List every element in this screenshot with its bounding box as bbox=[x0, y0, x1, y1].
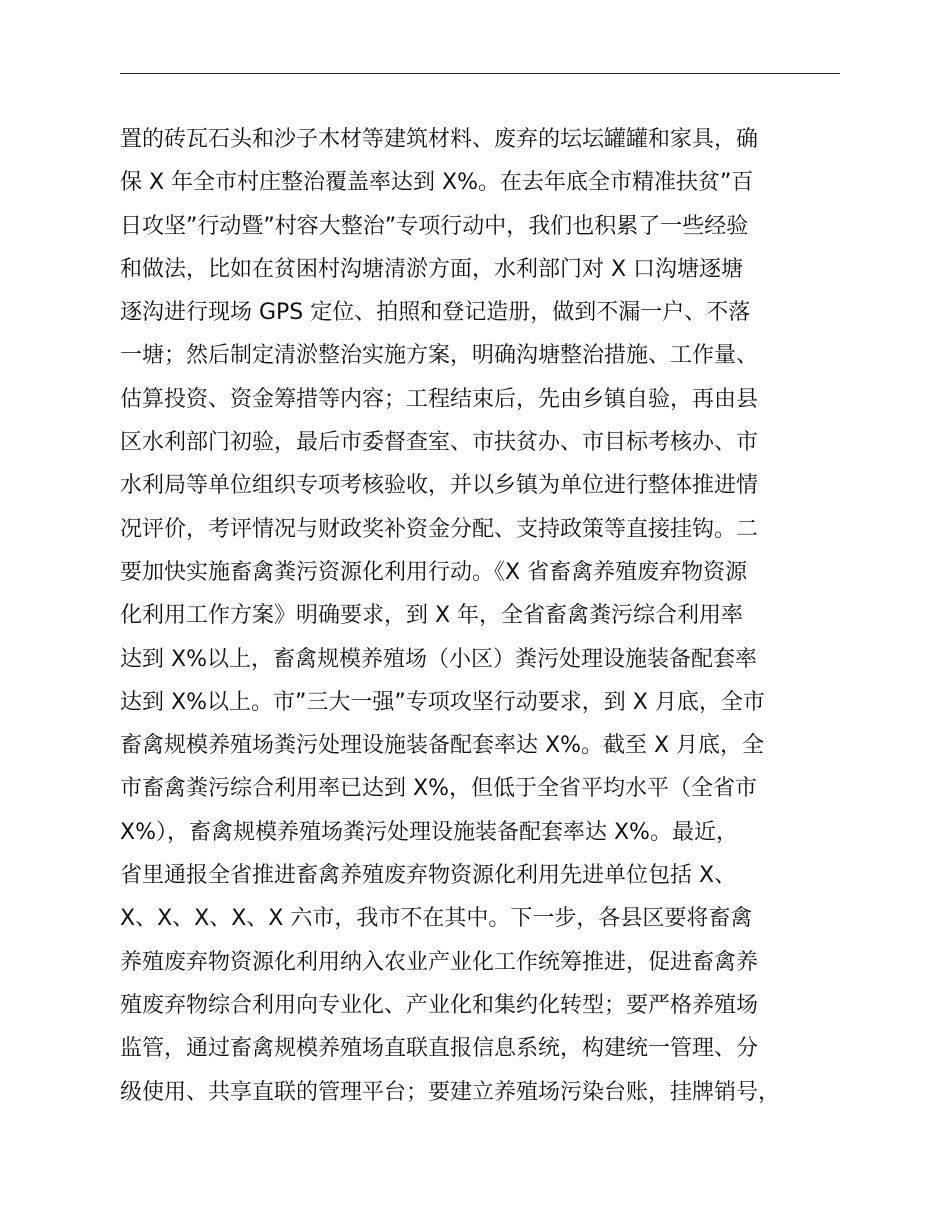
text-line: 保 X 年全市村庄整治覆盖率达到 X%。在去年底全市精准扶贫”百 bbox=[120, 170, 754, 196]
text-line: 日攻坚”行动暨”村容大整治”专项行动中，我们也积累了一些经验 bbox=[120, 213, 749, 239]
text-line: 区水利部门初验，最后市委督查室、市扶贫办、市目标考核办、市 bbox=[120, 430, 759, 456]
text-line: 级使用、共享直联的管理平台；要建立养殖场污染台账，挂牌销号， bbox=[120, 1079, 781, 1105]
text-line: 畜禽规模养殖场粪污处理设施装备配套率达 X%。截至 X 月底，全 bbox=[120, 733, 765, 759]
text-line: 达到 X%以上。市”三大一强”专项攻坚行动要求，到 X 月底，全市 bbox=[120, 689, 765, 715]
text-line: 置的砖瓦石头和沙子木材等建筑材料、废弃的坛坛罐罐和家具，确 bbox=[120, 127, 759, 152]
text-line: X%），畜禽规模养殖场粪污处理设施装备配套率达 X%。最近， bbox=[120, 819, 738, 845]
text-line: 要加快实施畜禽粪污资源化利用行动。《X 省畜禽养殖废弃物资源 bbox=[120, 559, 748, 585]
document-body bbox=[120, 118, 848, 1114]
text-line: 市畜禽粪污综合利用率已达到 X%，但低于全省平均水平（全省市 bbox=[120, 776, 757, 802]
text-line: 殖废弃物综合利用向专业化、产业化和集约化转型；要严格养殖场 bbox=[120, 992, 759, 1018]
text-line: 监管，通过畜禽规模养殖场直联直报信息系统，构建统一管理、分 bbox=[120, 1036, 759, 1062]
text-line: 况评价，考评情况与财政奖补资金分配、支持政策等直接挂钩。二 bbox=[120, 516, 759, 542]
text-line: X、X、X、X、X 六市，我市不在其中。下一步，各县区要将畜禽 bbox=[120, 906, 753, 932]
text-line: 和做法，比如在贫困村沟塘清淤方面，水利部门对 X 口沟塘逐塘 bbox=[120, 256, 744, 282]
text-line: 一塘；然后制定清淤整治实施方案，明确沟塘整治措施、工作量、 bbox=[120, 343, 759, 369]
text-line: 达到 X%以上，畜禽规模养殖场（小区）粪污处理设施装备配套率 bbox=[120, 646, 757, 672]
text-line: 省里通报全省推进畜禽养殖废弃物资源化利用先进单位包括 X、 bbox=[120, 863, 737, 889]
text-line: 化利用工作方案》明确要求，到 X 年，全省畜禽粪污综合利用率 bbox=[120, 603, 744, 629]
text-line: 逐沟进行现场 GPS 定位、拍照和登记造册，做到不漏一户、不落 bbox=[120, 300, 751, 326]
header-rule bbox=[120, 73, 840, 74]
text-line: 估算投资、资金筹措等内容；工程结束后，先由乡镇自验，再由县 bbox=[120, 386, 759, 412]
text-line: 水利局等单位组织专项考核验收，并以乡镇为单位进行整体推进情 bbox=[120, 473, 759, 499]
text-line: 养殖废弃物资源化利用纳入农业产业化工作统筹推进，促进畜禽养 bbox=[120, 949, 759, 975]
